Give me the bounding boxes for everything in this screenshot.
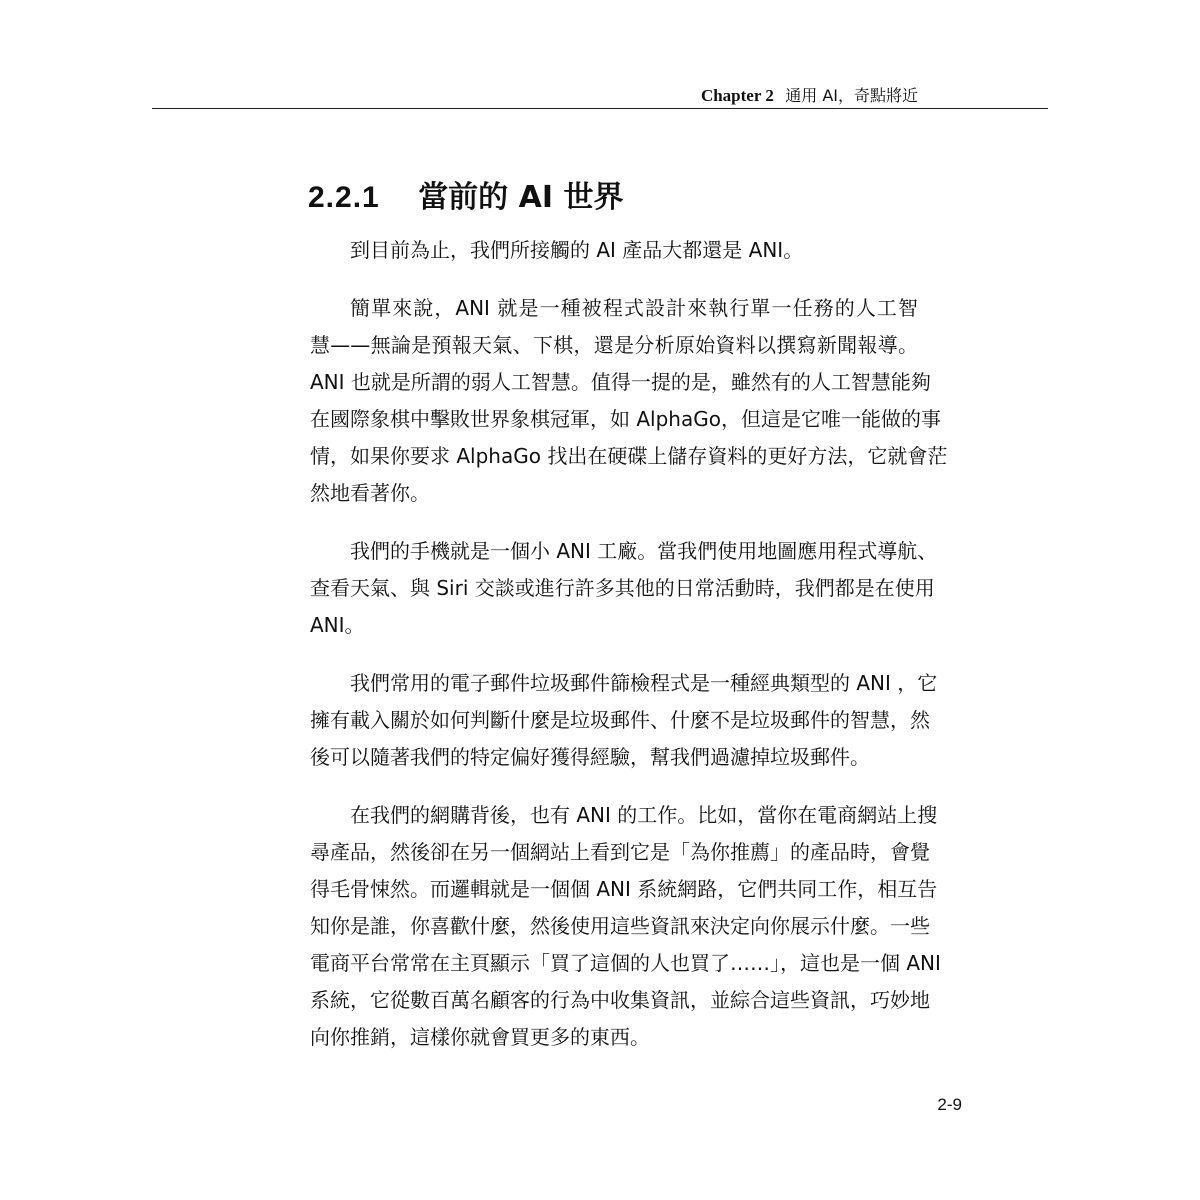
header-rule [152,108,1048,109]
text-line: 知你是誰，你喜歡什麼，然後使用這些資訊來決定向你展示什麼。一些 [310,914,930,938]
section-number: 2.2.1 [308,181,380,214]
text-line: 得毛骨悚然。而邏輯就是一個個 ANI 系統網路，它們共同工作，相互告 [310,877,938,901]
section-title: 當前的 AI 世界 [418,180,624,215]
text-line: 擁有載入關於如何判斷什麼是垃圾郵件、什麼不是垃圾郵件的智慧，然 [310,708,930,732]
text-line: 電商平台常常在主頁顯示「買了這個的人也買了……」，這也是一個 ANI [310,951,941,975]
paragraph [310,290,948,512]
paragraph [310,533,938,644]
chapter-title: 通用 AI，奇點將近 [785,86,918,105]
text-line: 系統，它從數百萬名顧客的行為中收集資訊，並綜合這些資訊，巧妙地 [310,988,930,1012]
text-line: 情，如果你要求 AlphaGo 找出在硬碟上儲存資料的更好方法，它就會茫 [310,444,948,468]
body-text [310,232,948,1077]
paragraph [310,797,941,1056]
text-line: 尋產品，然後卻在另一個網站上看到它是「為你推薦」的產品時，會覺 [310,840,930,864]
text-line: 慧——無論是預報天氣、下棋，還是分析原始資料以撰寫新聞報導。 [310,333,918,357]
text-line: 向你推銷，這樣你就會買更多的東西。 [310,1025,650,1049]
text-line: ANI 也就是所謂的弱人工智慧。值得一提的是，雖然有的人工智慧能夠 [310,370,931,394]
text-line: 在我們的網購背後，也有 ANI 的工作。比如，當你在電商網站上搜 [350,803,938,827]
paragraph [310,232,918,269]
text-line: 後可以隨著我們的特定偏好獲得經驗，幫我們過濾掉垃圾郵件。 [310,745,870,769]
page-number: 2-9 [937,1095,962,1114]
text-line: 我們常用的電子郵件垃圾郵件篩檢程式是一種經典類型的 ANI ，它 [350,671,938,695]
running-header [701,86,918,106]
section-heading [308,178,623,218]
text-line: 查看天氣、與 Siri 交談或進行許多其他的日常活動時，我們都是在使用 [310,576,935,600]
text-line: 在國際象棋中擊敗世界象棋冠軍，如 AlphaGo，但這是它唯一能做的事 [310,407,941,431]
text-line: 簡單來說，ANI 就是一種被程式設計來執行單一任務的人工智 [350,296,918,320]
text-line: 到目前為止，我們所接觸的 AI 產品大都還是 ANI。 [350,238,804,262]
text-line: 然地看著你。 [310,481,430,505]
paragraph [310,665,938,776]
chapter-label: Chapter 2 [700,86,774,105]
text-line: 我們的手機就是一個小 ANI 工廠。當我們使用地圖應用程式導航、 [350,539,938,563]
text-line: ANI。 [310,613,365,637]
